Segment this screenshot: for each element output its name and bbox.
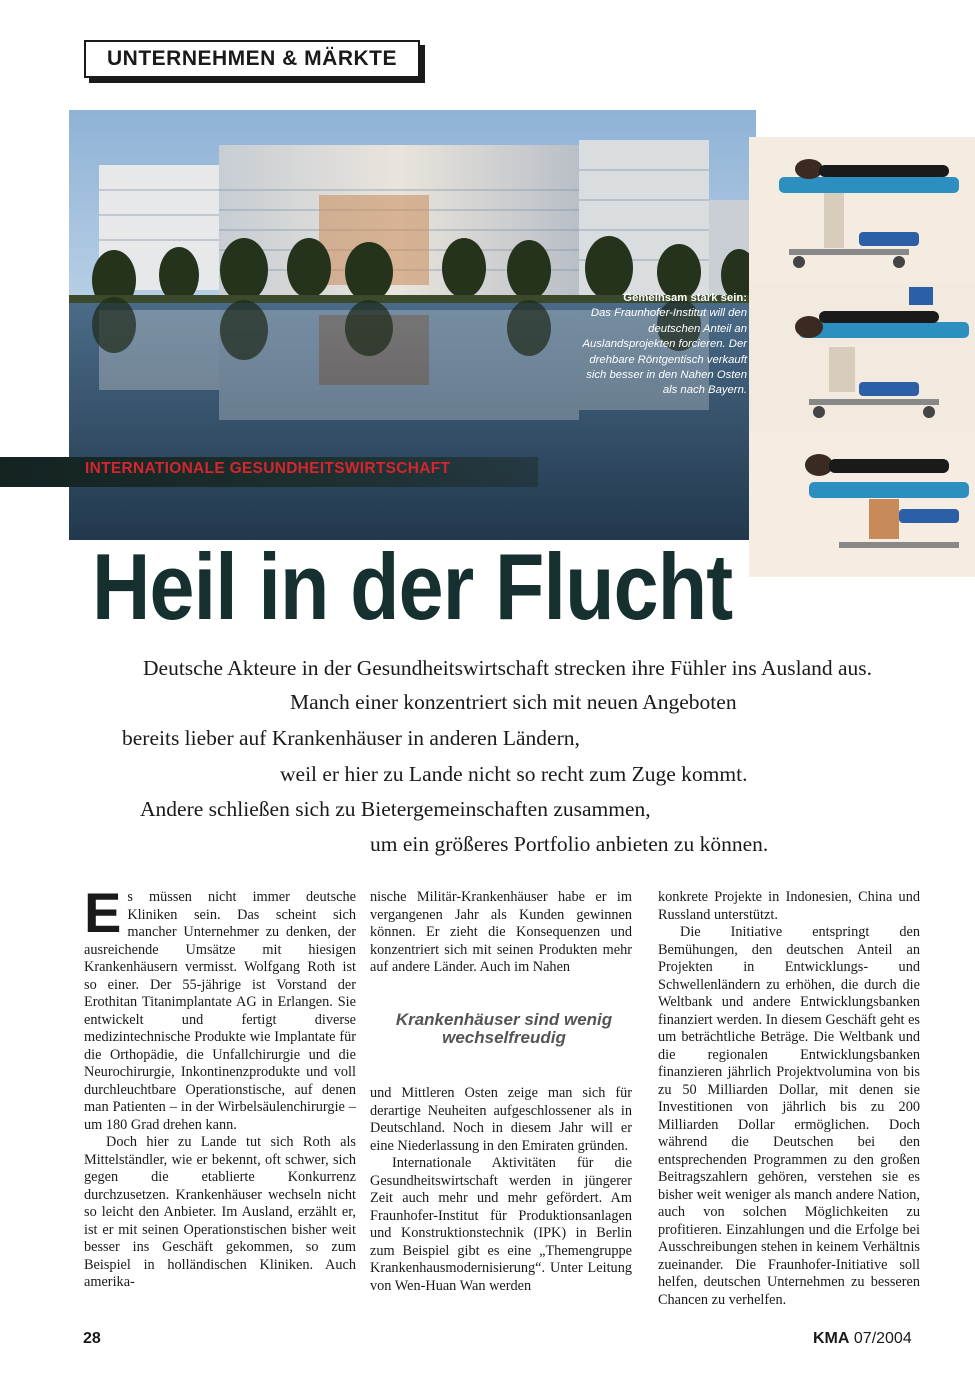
col1-paragraph-1: s müssen nicht immer deutsche Kliniken sein. Das scheint sich mancher Unternehmer zu denken, der ausreichende Umsätze mit hiesigen Krankenhäusern vermisst. Wolfgang Roth ist so einer. Der 55-jährige ist Vorstand der Erothitan Titanimplantate AG in Erlangen. Sie entwickelt und fertigt diverse medizintechnische Produkte wie Implantate für die Orthopädie, die Unfallchirurgie und die Neurochirurgie, Inkontinenzprodukte und voll durchleuchtbare Operationstische, auf denen man Patienten – in der Wirbelsäulenchirurgie – um 180 Grad drehen kann. (84, 889, 356, 1133)
section-label: UNTERNEHMEN & MÄRKTE (84, 40, 420, 78)
issue-date: 07/2004 (853, 1330, 912, 1347)
lead-line-2: Manch einer konzentriert sich mit neuen Angeboten (290, 690, 737, 714)
surgical-table-photo-2 (749, 282, 975, 432)
side-photos (749, 137, 975, 577)
lead-line-3: bereits lieber auf Krankenhäuser in anderen Ländern, (122, 726, 580, 750)
col2-paragraph-2: und Mittleren Osten zeige man sich für derartige Neuheiten aufgeschlossener als in Deutschland. Noch in diesem Jahr will er eine Niederlassung in den Emiraten gründen. (370, 1085, 632, 1154)
caption-text: Das Fraunhofer-Institut will den deutschen Anteil an Auslandsprojekten forcieren. Der drehbare Röntgentisch verkauft sich besser in den Nahen Osten als nach Bayern. (582, 307, 747, 397)
caption-title: Gemeinsam stark sein: (623, 292, 747, 304)
col1-paragraph-2: Doch hier zu Lande tut sich Roth als Mittelständler, wie er bekennt, oft schwer, sich gegen die etablierte Konkurrenz durchzusetzen. Krankenhäuser wechseln nicht so leicht den Anbieter. Im Ausland, erzählt er, ist er mit seinen Operationstischen bisher weit besser ins Geschäft gekommen, so zum Beispiel in holländischen Kliniken. Auch amerika- (84, 1134, 356, 1290)
surgical-table-photo-3 (749, 432, 975, 577)
dropcap: E (84, 881, 122, 944)
col2-paragraph-1: nische Militär-Krankenhäuser habe er im vergangenen Jahr als Kunden gewinnen können. Er zieht die Konsequenzen und konzentriert sich mit seinen Produkten mehr auf andere Länder. Auch im Nahen (370, 889, 632, 975)
lead-line-6: um ein größeres Portfolio anbieten zu können. (370, 832, 769, 856)
body-column-2-bottom (370, 1085, 632, 1295)
lead-line-4: weil er hier zu Lande nicht so recht zum Zuge kommt. (280, 762, 748, 786)
lead-line-1: Deutsche Akteure in der Gesundheitswirtschaft strecken ihre Fühler ins Ausland aus. (143, 656, 873, 680)
kicker: INTERNATIONALE GESUNDHEITSWIRTSCHAFT (85, 460, 451, 477)
footer-issue (813, 1330, 912, 1348)
subhead: Krankenhäuser sind wenig wechselfreudig (395, 1010, 613, 1047)
magazine-name: KMA (813, 1330, 850, 1347)
headline: Heil in der Flucht (92, 534, 733, 639)
body-column-3 (658, 889, 920, 1309)
page-number: 28 (83, 1330, 101, 1347)
col3-paragraph-2: Die Initiative entspringt den Bemühungen, den deutschen Anteil an Projekten in Entwicklungs- und Schwellenländern zu erhöhen, die durch die Weltbank und andere Entwicklungsbanken finanziert werden. In diesem Geschäft geht es um beträchtliche Beträge. Die Weltbank und die regionalen Entwicklungsbanken finanzieren jährlich Projektvolumina von bis zu 50 Milliarden Dollar, mit denen sie Investitionen von jährlich bis zu 200 Milliarden Dollar ermöglichen. Doch während die Deutschen bei den entsprechenden Programmen zu den großen Beitragszahlern gehören, verstehen sie es bisher weit weniger als manch andere Nation, auch von solchen Möglichkeiten zu profitieren. Einzahlungen und die Erfolge bei Ausschreibungen stehen in keinem Verhältnis zueinander. Die Fraunhofer-Initiative soll helfen, deutschen Unternehmen zu besseren Chancen zu verhelfen. (658, 924, 920, 1308)
surgical-table-photo-1 (749, 137, 975, 282)
col3-paragraph-1: konkrete Projekte in Indonesien, China und Russland unterstützt. (658, 889, 920, 923)
col2-paragraph-3: Internationale Aktivitäten für die Gesundheitswirtschaft werden in jüngerer Zeit auch mehr und mehr gefördert. Am Fraunhofer-Institut für Produktionsanlagen und Konstruktionstechnik (IPK) in Berlin zum Beispiel gibt es eine „Themengruppe Krankenhausmodernisierung“. Unter Leitung von Wen-Huan Wan werden (370, 1155, 632, 1294)
lead-line-5: Andere schließen sich zu Bietergemeinschaften zusammen, (140, 797, 651, 821)
body-column-2-top (370, 889, 632, 977)
photo-caption (575, 291, 747, 399)
body-column-1 (84, 881, 356, 1292)
